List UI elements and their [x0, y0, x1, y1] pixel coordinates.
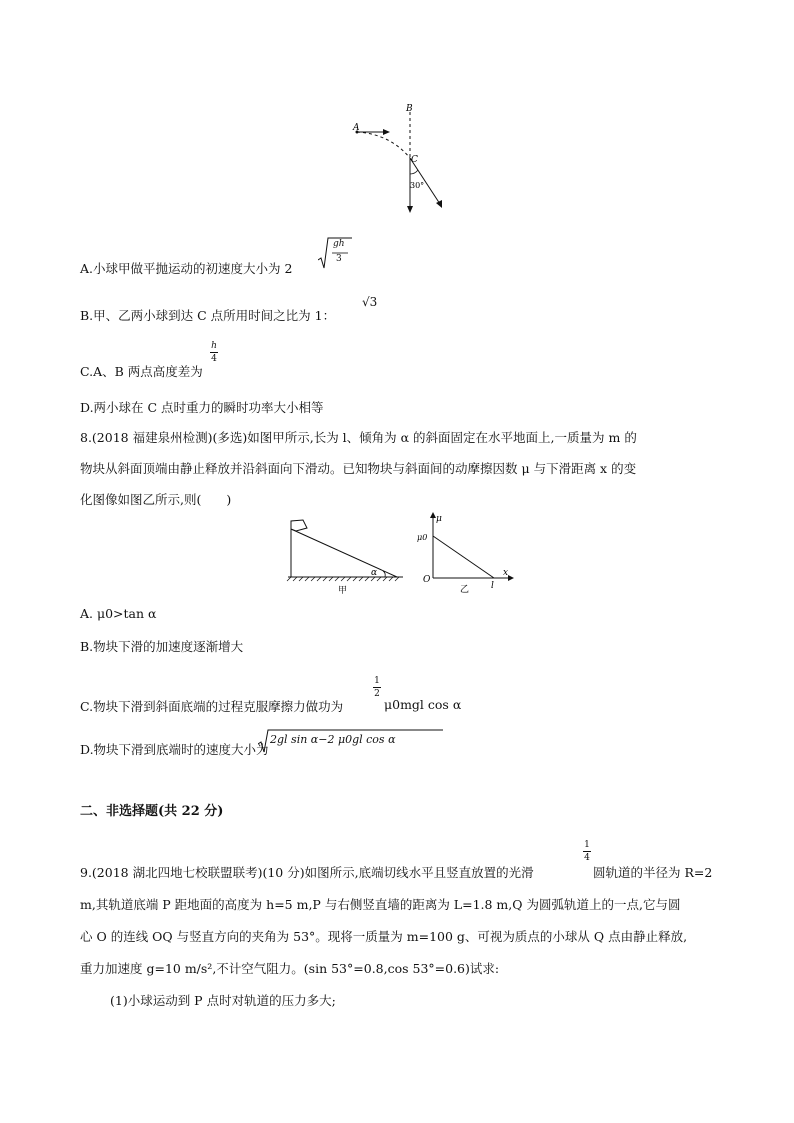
q8-stem-line2: 物块从斜面顶端由静止释放并沿斜面向下滑动。已知物块与斜面间的动摩擦因数 μ 与下滑距离 x 的变	[80, 461, 637, 476]
q8-option-b: B.物块下滑的加速度逐渐增大	[80, 639, 244, 654]
label-a: A	[353, 123, 360, 133]
sqrt-velocity-expression: 2gl sin α−2 μ0gl cos α	[258, 728, 443, 754]
y-intercept-label: μ0	[417, 533, 428, 542]
label-c: C	[411, 155, 418, 165]
projectile-diagram	[345, 100, 455, 218]
section-heading: 二、非选择题(共 22 分)	[80, 804, 224, 819]
q8-option-c: C.物块下滑到斜面底端的过程克服摩擦力做功为	[80, 699, 344, 714]
q9-line4: 重力加速度 g=10 m/s²,不计空气阻力。(sin 53°=0.8,cos 53°=0.6)试求:	[80, 961, 500, 976]
fraction-one-quarter: 1 4	[584, 840, 590, 863]
q7-option-d: D.两小球在 C 点时重力的瞬时功率大小相等	[80, 400, 324, 415]
angle-label: 30°	[410, 181, 425, 190]
q7-option-c: C.A、B 两点高度差为	[80, 364, 203, 379]
y-axis-label: μ	[436, 514, 442, 524]
q8-stem-line3: 化图像如图乙所示,则( )	[80, 492, 232, 507]
fraction-h-over-4: h 4	[211, 341, 217, 364]
q7-option-a: A.小球甲做平抛运动的初速度大小为 2	[80, 261, 293, 276]
q8-option-a: A. μ0>tan α	[80, 606, 157, 621]
sqrt-gh-over-3: gh 3	[318, 236, 352, 270]
caption-jia: 甲	[338, 586, 348, 595]
q9-line1: 9.(2018 湖北四地七校联盟联考)(10 分)如图所示,底端切线水平且竖直放置的光滑	[80, 865, 534, 880]
q9-sub1: (1)小球运动到 P 点时对轨道的压力多大;	[110, 993, 336, 1008]
sqrt3: √3	[362, 295, 378, 309]
q8-option-c-tail: μ0mgl cos α	[384, 697, 462, 712]
origin-label: O	[423, 575, 431, 585]
incline-angle: α	[371, 568, 378, 578]
q7-option-b: B.甲、乙两小球到达 C 点所用时间之比为 1：	[80, 308, 336, 323]
x-intercept-label: l	[491, 581, 494, 591]
caption-yi: 乙	[460, 585, 470, 595]
q8-option-d: D.物块下滑到底端时的速度大小为	[80, 742, 269, 757]
incline-diagram	[283, 515, 408, 595]
x-axis-label: x	[503, 568, 509, 578]
q8-stem-line1: 8.(2018 福建泉州检测)(多选)如图甲所示,长为 l、倾角为 α 的斜面固定在水平地面上,一质量为 m 的	[80, 430, 637, 445]
label-b: B	[406, 104, 413, 114]
q9-line2: m,其轨道底端 P 距地面的高度为 h=5 m,P 与右侧竖直墙的距离为 L=1.8 m,Q 为圆弧轨道上的一点,它与圆	[80, 897, 681, 912]
mu-x-graph	[415, 510, 515, 598]
q9-line3: 心 O 的连线 OQ 与竖直方向的夹角为 53°。现将一质量为 m=100 g、可视为质点的小球从 Q 点由静止释放,	[80, 929, 688, 944]
fraction-one-half: 1 2	[374, 676, 380, 699]
q9-line1-tail: 圆轨道的半径为 R=2	[593, 865, 713, 880]
